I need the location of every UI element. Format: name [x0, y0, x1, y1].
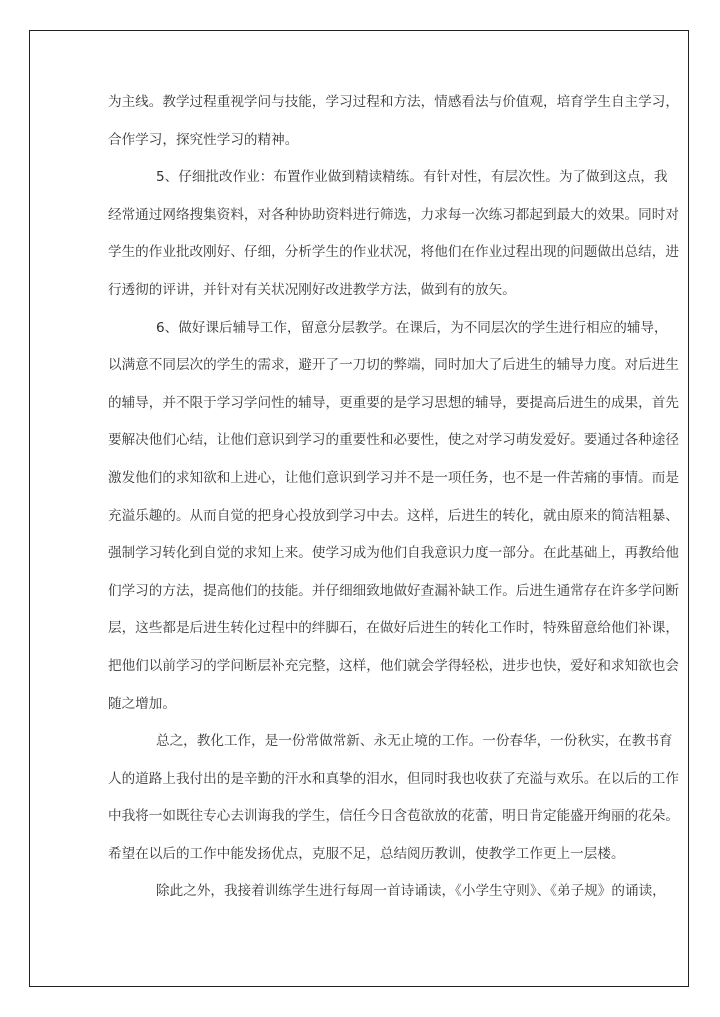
document-body: [108, 92, 679, 919]
text-line: 合作学习，探究性学习的精神。: [108, 131, 299, 148]
text-line: 5、仔细批改作业：布置作业做到精读精练。有针对性，有层次性。为了做到这点，我: [156, 169, 668, 186]
text-line: 激发他们的求知欲和上进心，让他们意识到学习并不是一项任务，也不是一件苦痛的事情。而是: [108, 469, 679, 486]
text-line: 6、做好课后辅导工作，留意分层教学。在课后，为不同层次的学生进行相应的辅导，: [156, 319, 668, 336]
text-line: 随之增加。: [108, 695, 176, 712]
text-line: 学生的作业批改刚好、仔细，分析学生的作业状况，将他们在作业过程出现的问题做出总结，进: [108, 244, 679, 261]
text-line: 经常通过网络搜集资料，对各种协助资料进行筛选，力求每一次练习都起到最大的效果。同时对: [108, 206, 679, 223]
text-line: 除此之外，我接着训练学生进行每周一首诗诵读，《小学生守则》、《弟子规》的诵读，: [156, 883, 666, 900]
text-line: 要解决他们心结，让他们意识到学习的重要性和必要性，使之对学习萌发爱好。要通过各种途径: [108, 432, 679, 449]
text-line: 的辅导，并不限于学习学问性的辅导，更重要的是学习思想的辅导，要提高后进生的成果，首先: [108, 394, 679, 411]
text-line: 为主线。教学过程重视学问与技能，学习过程和方法，情感看法与价值观，培育学生自主学习，: [108, 94, 679, 110]
text-line: 希望在以后的工作中能发扬优点，克服不足，总结阅历教训，使教学工作更上一层楼。: [108, 845, 625, 862]
text-line: 行透彻的评讲，并针对有关状况刚好改进教学方法，做到有的放矢。: [108, 281, 516, 298]
text-line: 以满意不同层次的学生的需求，避开了一刀切的弊端，同时加大了后进生的辅导力度。对后进生: [108, 357, 679, 374]
text-line: 人的道路上我付出的是辛勤的汗水和真挚的泪水，但同时我也收获了充溢与欢乐。在以后的工作: [108, 770, 679, 787]
text-line: 总之，教化工作，是一份常做常新、永无止境的工作。一份春华，一份秋实，在教书育: [156, 733, 673, 750]
text-line: 中我将一如既往专心去训诲我的学生，信任今日含苞欲放的花蕾，明日肯定能盛开绚丽的花朵。: [108, 808, 679, 825]
text-line: 充溢乐趣的。从而自觉的把身心投放到学习中去。这样，后进生的转化，就由原来的简洁粗暴、: [108, 507, 679, 524]
text-line: 把他们以前学习的学问断层补充完整，这样，他们就会学得轻松，进步也快，爱好和求知欲也会: [108, 657, 679, 674]
text-line: 强制学习转化到自觉的求知上来。使学习成为他们自我意识力度一部分。在此基础上，再教给他: [108, 545, 679, 562]
text-line: 层，这些都是后进生转化过程中的绊脚石，在做好后进生的转化工作时，特殊留意给他们补课，: [108, 620, 679, 637]
text-line: 们学习的方法，提高他们的技能。并仔细细致地做好查漏补缺工作。后进生通常存在许多学问断: [108, 582, 679, 599]
